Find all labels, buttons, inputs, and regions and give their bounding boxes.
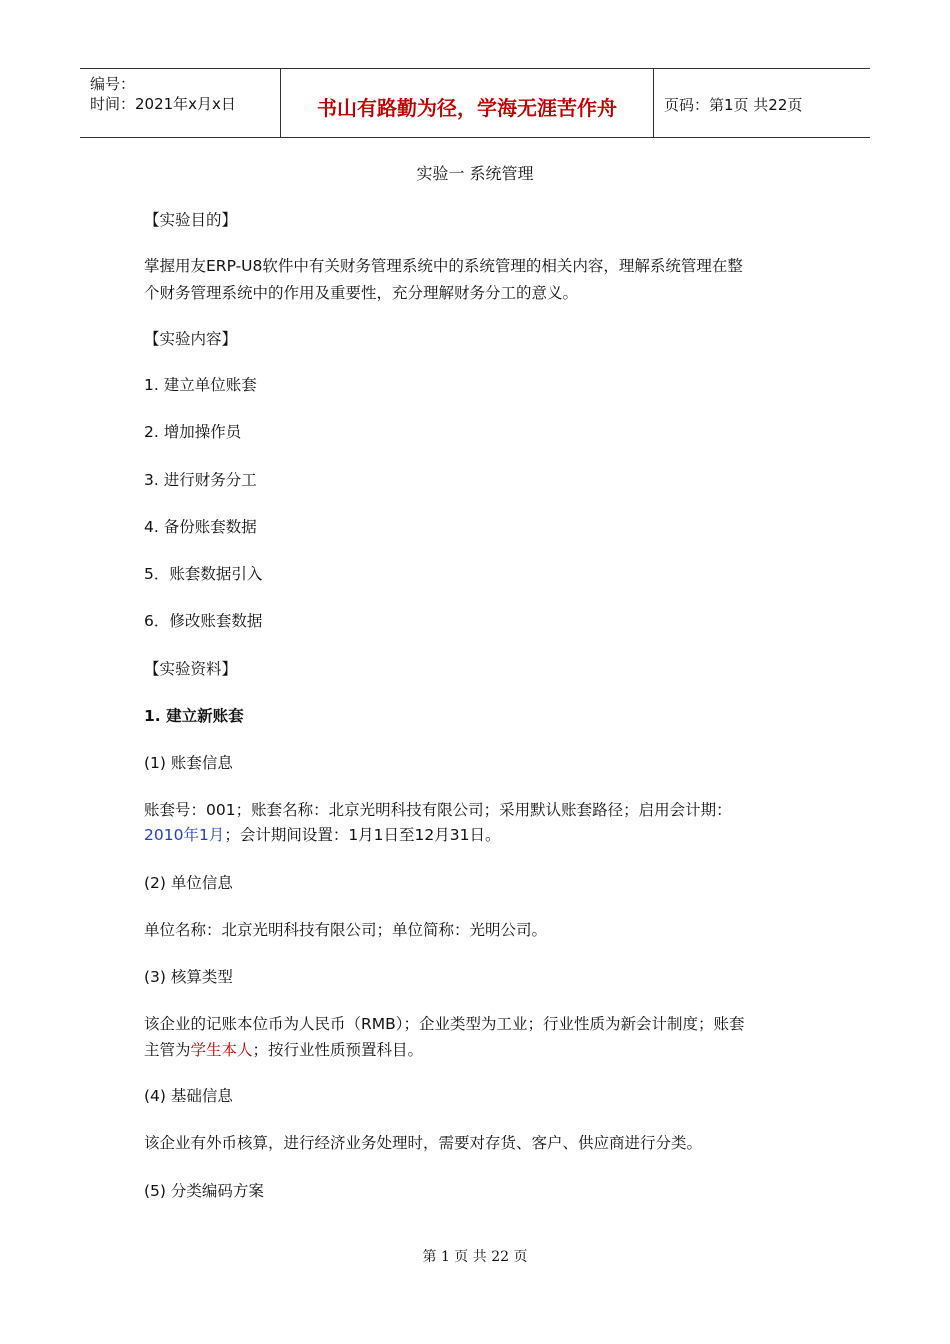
sub2-line-1: 单位名称：北京光明科技有限公司；单位简称：光明公司。 bbox=[144, 921, 548, 939]
sub3-line-2 bbox=[144, 1037, 814, 1063]
sub1-line-2-rest: ；会计期间设置：1月1日至12月31日。 bbox=[224, 826, 501, 844]
content-heading: 【实验内容】 bbox=[144, 330, 238, 348]
content-item: 4. 备份账套数据 bbox=[144, 518, 257, 536]
start-period-highlight: 2010年1月 bbox=[144, 826, 225, 844]
sub2-heading: (2) 单位信息 bbox=[144, 874, 233, 892]
document-title: 实验一 系统管理 bbox=[416, 164, 534, 183]
sub1-heading: (1) 账套信息 bbox=[144, 754, 233, 772]
header-right-cell bbox=[654, 69, 870, 137]
purpose-line-1: 掌握用友ERP-U8软件中有关财务管理系统中的系统管理的相关内容，理解系统管理在整 bbox=[144, 257, 743, 275]
content-item: 3. 进行财务分工 bbox=[144, 471, 257, 489]
motto: 书山有路勤为径，学海无涯苦作舟 bbox=[317, 96, 617, 120]
sub3-line-1: 该企业的记账本位币为人民币（RMB）；企业类型为工业；行业性质为新会计制度；账套 bbox=[144, 1015, 745, 1033]
purpose-heading: 【实验目的】 bbox=[144, 211, 238, 229]
time-label: 时间：2021年x月x日 bbox=[90, 95, 236, 113]
sub3-line-2-post: ；按行业性质预置科目。 bbox=[252, 1041, 424, 1059]
sub5-heading: (5) 分类编码方案 bbox=[144, 1182, 264, 1200]
header-table bbox=[80, 68, 870, 138]
sub4-heading: (4) 基础信息 bbox=[144, 1087, 233, 1105]
page-info: 页码：第1页 共22页 bbox=[664, 96, 803, 114]
sub3-heading: (3) 核算类型 bbox=[144, 968, 233, 986]
supervisor-highlight: 学生本人 bbox=[190, 1041, 253, 1059]
content-item: 2. 增加操作员 bbox=[144, 423, 242, 441]
sub1-line-1: 账套号：001；账套名称：北京光明科技有限公司；采用默认账套路径；启用会计期： bbox=[144, 801, 732, 819]
purpose-line-2: 个财务管理系统中的作用及重要性，充分理解财务分工的意义。 bbox=[144, 284, 579, 302]
content-item: 1. 建立单位账套 bbox=[144, 376, 257, 394]
content-item: 6．修改账套数据 bbox=[144, 612, 263, 630]
sub4-line-1: 该企业有外币核算，进行经济业务处理时，需要对存货、客户、供应商进行分类。 bbox=[144, 1134, 703, 1152]
sub3-line-2-pre: 主管为 bbox=[144, 1041, 191, 1059]
material-heading: 【实验资料】 bbox=[144, 660, 238, 678]
header-left-cell bbox=[80, 69, 280, 137]
page-footer: 第 1 页 共 22 页 bbox=[422, 1249, 528, 1265]
header-middle-cell bbox=[280, 69, 654, 137]
new-account-heading: 1. 建立新账套 bbox=[144, 707, 244, 725]
sub1-line-2 bbox=[144, 822, 814, 848]
content-item: 5．账套数据引入 bbox=[144, 565, 263, 583]
number-label: 编号： bbox=[90, 75, 136, 93]
